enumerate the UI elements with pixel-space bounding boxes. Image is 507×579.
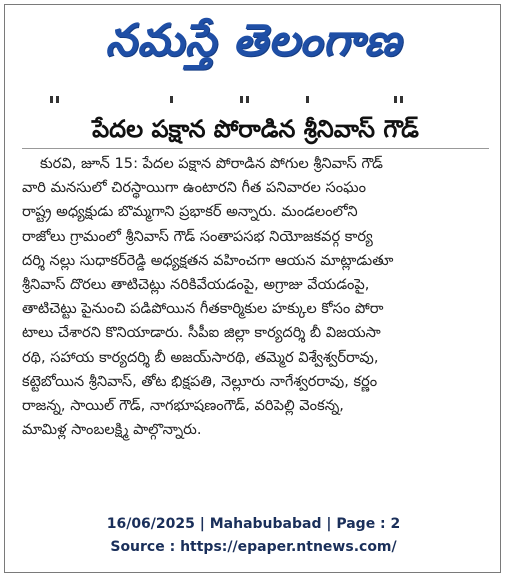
article-line: కట్టెబోయిన శ్రీనివాస్, తోట భిక్షపతి, నెల్లూరు నాగేశ్వరరావు, కర్ణం (22, 372, 378, 390)
masthead-title: నమస్తే తెలంగాణ (105, 15, 402, 66)
source-link[interactable]: Source : https://epaper.ntnews.com/ (110, 539, 397, 555)
article-body (22, 152, 489, 486)
article-line: కురవి, జూన్ 15: పేదల పక్షాన పోరాడిన పోగుల శ్రీనివాస్ గౌడ్ (40, 155, 383, 172)
article-line: రాష్ట్ర అధ్యక్షుడు బొమ్మగాని ప్రభాకర్ అన్నారు. మండలంలోని (22, 203, 358, 221)
article-line: రథి, సహాయ కార్యదర్శి బీ అజయ్‌సారథి, తమ్మెర విశ్వేశ్వర్‌రావు, (22, 348, 379, 366)
clipped-previous-text (42, 96, 422, 104)
article-line: తాటిచెట్టు పైనుంచి పడిపోయిన గీతకార్మికుల హక్కుల కోసం పోరా (22, 300, 384, 318)
article-headline: పేదల పక్షాన పోరాడిన శ్రీనివాస్ గౌడ్ (92, 115, 419, 143)
article-line: దర్శి నల్లు సుధాకర్‌రెడ్డి అధ్యక్షతన వహించగా ఆయన మాట్లాడుతూ (22, 251, 394, 269)
article-line: శ్రీనివాస్ దొరలు తాటిచెట్లు నరికివేయడంపై, అగ్రాజు వేయడంపై, (22, 275, 370, 293)
article-line: టాలు చేశారని కొనియాడారు. సీపీఐ జిల్లా కార్యదర్శి బీ విజయసా (22, 324, 381, 342)
article-line: రాజోలు గ్రామంలో శ్రీనివాస్ గౌడ్ సంతాపసభ నియోజకవర్గ కార్య (22, 227, 373, 245)
edition-info: 16/06/2025 | Mahabubabad | Page : 2 (106, 516, 401, 532)
article-line: రాజన్న, సాయిల్ గౌడ్, నాగభూషణంగౌడ్, వరిపెల్లి వెంకన్న, (22, 396, 344, 414)
article-line: మామిళ్ల సాంబలక్ష్మి పాల్గొన్నారు. (22, 421, 202, 439)
newspaper-masthead (0, 6, 507, 76)
article-clipping (22, 96, 489, 488)
article-line: వారి మనసులో చిరస్థాయిగా ఉంటారని గీత పనివారల సంఘం (22, 179, 367, 197)
headline-divider (22, 148, 489, 149)
